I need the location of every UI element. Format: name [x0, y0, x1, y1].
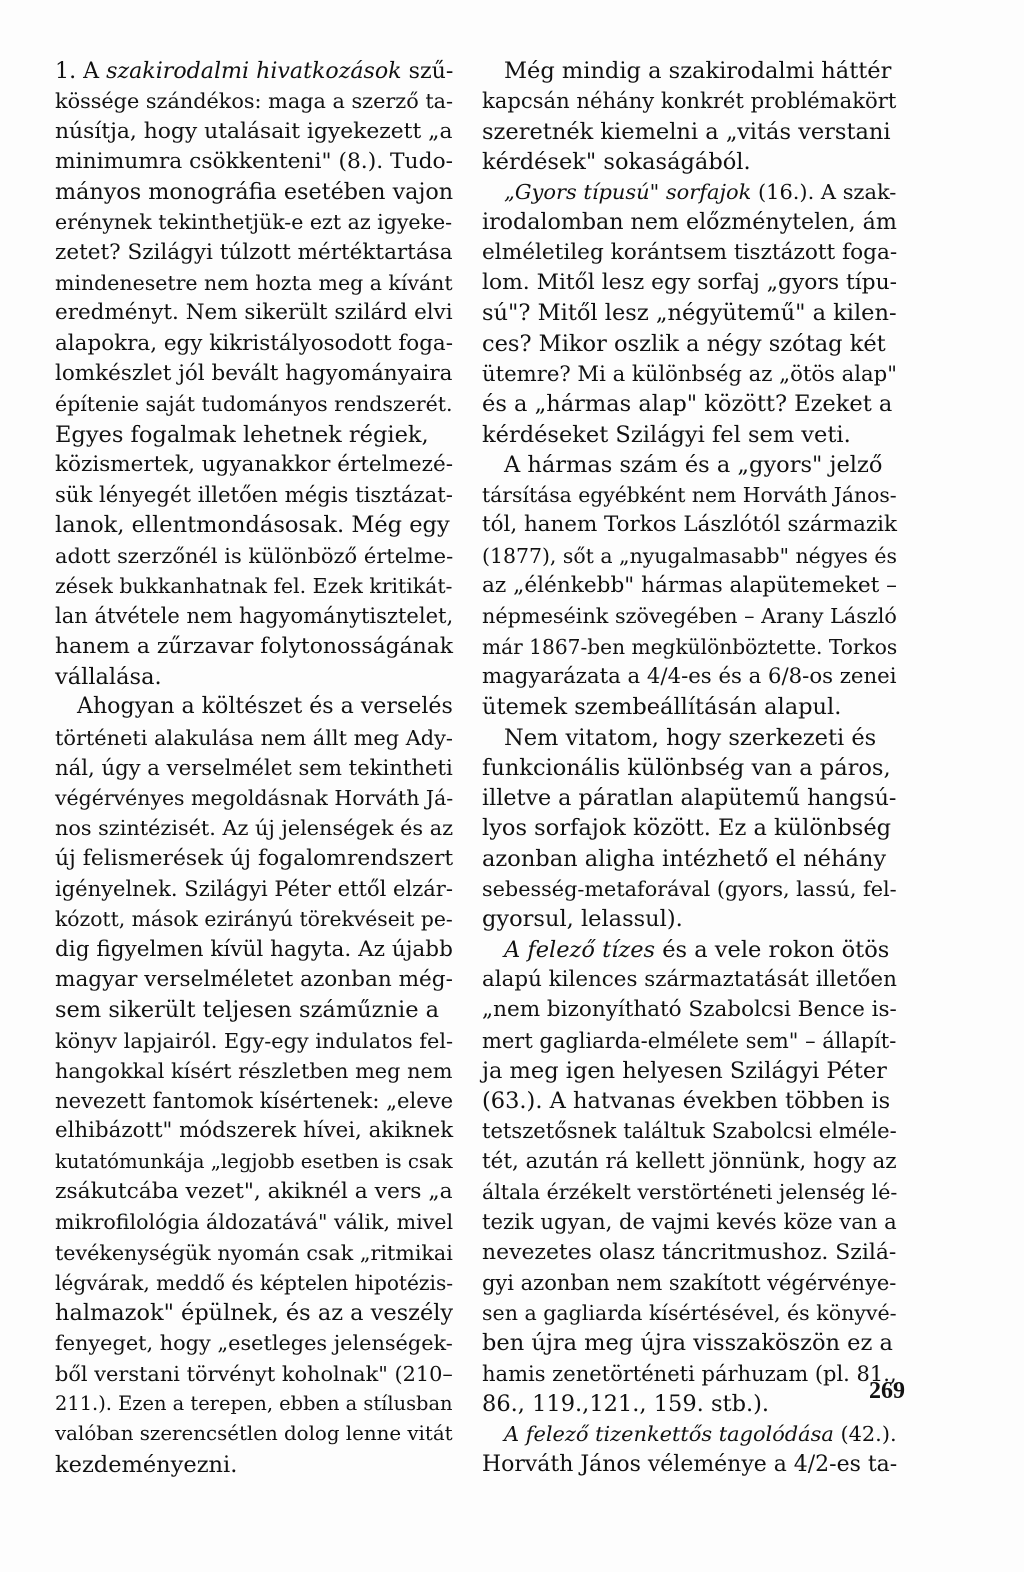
text-run: minimumra csökkenteni" (8.). Tudo-	[55, 148, 453, 174]
text-run: mert gagliarda-elmélete sem" – állapít-	[482, 1028, 897, 1053]
text-line	[55, 268, 453, 298]
text-run: nál, úgy a verselmélet sem tekintheti	[55, 754, 453, 780]
text-run: hamis zenetörténeti párhuzam (pl. 81.,	[482, 1360, 897, 1386]
text-line	[55, 1268, 453, 1298]
text-run: nos szintézisét. Az új jelenségek és az	[55, 816, 454, 841]
text-run: sük lényegét illetően mégis tisztázat-	[55, 482, 453, 508]
text-line	[55, 329, 453, 359]
text-line	[482, 329, 897, 359]
text-line	[482, 389, 897, 419]
text-line	[482, 298, 897, 328]
text-line	[55, 844, 453, 874]
text-run: kapcsán néhány konkrét problémakört	[482, 88, 897, 114]
text-line	[482, 753, 897, 783]
text-run: lyos sorfajok között. Ez a különbség	[482, 815, 892, 842]
text-run: magyarázata a 4/4-es és a 6/8-os zenei	[482, 663, 897, 689]
text-line	[55, 723, 453, 753]
text-run: tezik ugyan, de vajmi kevés köze van a	[482, 1209, 897, 1235]
text-line	[482, 1086, 897, 1116]
text-line	[482, 480, 897, 510]
text-run: általa érzékelt verstörténeti jelenség lé-	[482, 1179, 898, 1204]
text-line	[482, 1298, 897, 1328]
text-run: gyi azonban nem szakított végérvénye-	[482, 1270, 897, 1295]
text-run: ja meg igen helyesen Szilágyi Péter	[482, 1057, 887, 1084]
text-line	[482, 1328, 897, 1358]
text-run: nevezetes olasz táncritmushoz. Szilá-	[482, 1239, 897, 1265]
text-line	[55, 298, 453, 328]
text-line	[55, 601, 453, 631]
text-run: Még mindig a szakirodalmi háttér	[504, 58, 892, 84]
text-line	[482, 1177, 897, 1207]
text-line	[482, 1268, 897, 1298]
text-line	[55, 1177, 453, 1207]
text-line	[55, 389, 453, 419]
text-run: Ahogyan a költészet és a verselés	[77, 694, 453, 720]
text-run: igényelnek. Szilágyi Péter ettől elzár-	[55, 876, 453, 902]
text-line	[55, 904, 453, 934]
text-line	[55, 1147, 453, 1177]
text-line	[482, 965, 897, 995]
text-run: sebesség-metaforával (gyors, lassú, fel-	[482, 877, 897, 902]
text-line	[482, 1419, 897, 1449]
text-line	[55, 56, 453, 86]
text-line	[55, 450, 453, 480]
text-line	[55, 965, 453, 995]
text-line	[55, 753, 453, 783]
text-run: kózott, mások ezirányú törekvéseit pe-	[55, 907, 453, 932]
text-line	[55, 935, 453, 965]
text-line	[55, 480, 453, 510]
text-line	[482, 268, 897, 298]
text-run: zetet? Szilágyi túlzott mértéktartása	[55, 239, 453, 265]
italic-text-run: A felező tizenkettős tagolódása	[504, 1422, 834, 1447]
text-run: ből verstani törvényt koholnak" (210–	[55, 1361, 453, 1386]
text-line	[482, 1238, 897, 1268]
text-line	[482, 1359, 897, 1389]
text-run: szeretnék kiemelni a „vitás verstani	[482, 118, 891, 145]
text-run: sem sikerült teljesen száműznie a	[55, 997, 440, 1024]
text-run: (16.). A szak-	[751, 180, 897, 205]
text-line	[482, 692, 897, 722]
text-run: már 1867-ben megkülönböztette. Torkos	[482, 634, 898, 659]
text-run: Nem vitatom, hogy szerkezeti és	[504, 724, 877, 751]
text-run: elméletileg korántsem tisztázott foga-	[482, 239, 898, 265]
text-run: szű-	[401, 58, 454, 84]
text-run: fenyeget, hogy „esetleges jelenségek-	[55, 1331, 453, 1356]
text-line	[482, 86, 897, 116]
text-run: 211.). Ezen a terepen, ebben a stílusban	[55, 1392, 453, 1416]
text-run: dig figyelmen kívül hagyta. Az újabb	[55, 936, 453, 962]
text-run: építenie saját tudományos rendszerét.	[55, 392, 453, 417]
text-run: légvárak, meddő és képtelen hipotézis-	[55, 1270, 454, 1295]
text-line	[482, 723, 897, 753]
text-line	[55, 874, 453, 904]
text-run: irodalomban nem előzménytelen, ám	[482, 209, 897, 236]
text-line	[482, 1450, 897, 1480]
text-run: kössége szándékos: maga a szerző ta-	[55, 89, 454, 114]
text-run: lom. Mitől lesz egy sorfaj „gyors típu-	[482, 270, 898, 296]
text-run: társítása egyébként nem Horváth János-	[482, 483, 897, 508]
text-run: mányos monográfia esetében vajon	[55, 179, 454, 206]
text-line	[482, 874, 897, 904]
text-run: valóban szerencsétlen dolog lenne vitát	[55, 1422, 453, 1446]
text-run: (63.). A hatvanas években többen is	[482, 1088, 891, 1115]
text-run: adott szerzőnél is különböző értelme-	[55, 543, 454, 568]
text-line	[482, 238, 897, 268]
text-run: lanok, ellentmondásosak. Még egy	[55, 512, 450, 539]
page-number: 269	[869, 1378, 905, 1404]
text-line	[482, 601, 897, 631]
text-run: alapú kilences származtatását illetően	[482, 966, 897, 992]
text-line	[482, 632, 897, 662]
text-run: alapokra, egy kikristályosodott foga-	[55, 330, 453, 356]
text-line	[482, 783, 897, 813]
text-line	[55, 238, 453, 268]
text-line	[482, 1056, 897, 1086]
text-run: magyar verselméletet azonban még-	[55, 966, 453, 992]
text-run: zsákutcába vezet", akiknél a vers „a	[55, 1178, 453, 1204]
text-line	[55, 420, 453, 450]
text-line	[482, 904, 897, 934]
text-line	[55, 86, 453, 116]
text-run: eredményt. Nem sikerült szilárd elvi	[55, 300, 453, 326]
text-line	[482, 662, 897, 692]
text-line	[482, 541, 897, 571]
text-run: 86., 119.,121., 159. stb.).	[482, 1391, 770, 1418]
text-run: zések bukkanhatnak fel. Ezek kritikát-	[55, 574, 453, 599]
text-run: kutatómunkája „legjobb esetben is csak	[55, 1149, 453, 1173]
text-line	[55, 1207, 453, 1237]
text-line	[55, 1026, 453, 1056]
text-run: tól, hanem Torkos Lászlótól származik	[482, 512, 897, 538]
text-line	[482, 1389, 897, 1419]
text-run: ütemek szembeállításán alapul.	[482, 694, 842, 721]
text-line	[482, 1207, 897, 1237]
text-line	[482, 359, 897, 389]
text-run: történeti alakulása nem állt meg Ady-	[55, 725, 453, 750]
text-line	[482, 813, 897, 843]
text-line	[55, 1359, 453, 1389]
text-line	[55, 147, 453, 177]
text-run: elhibázott" módszerek hívei, akiknek	[55, 1118, 454, 1144]
text-run: A hármas szám és a „gyors" jelző	[504, 451, 883, 478]
text-run: tetszetősnek találtuk Szabolcsi elméle-	[482, 1118, 897, 1144]
text-run: núsítja, hogy utalásait igyekezett „a	[55, 118, 453, 144]
text-run: gyorsul, lelassul).	[482, 906, 683, 933]
text-line	[55, 662, 453, 692]
right-text-column	[482, 56, 897, 1480]
text-run: könyv lapjairól. Egy-egy indulatos fel-	[55, 1028, 454, 1053]
text-run: és a vele rokon ötös	[655, 936, 890, 963]
text-run: hangokkal kísért részletben meg nem	[55, 1058, 453, 1083]
text-line	[55, 1086, 453, 1116]
text-line	[482, 450, 897, 480]
text-run: és a „hármas alap" között? Ezeket a	[482, 391, 893, 418]
text-run: „nem bizonyítható Szabolcsi Bence is-	[482, 997, 897, 1023]
text-run: erénynek tekinthetjük-e ezt az igyeke-	[55, 210, 453, 235]
text-run: új felismerések új fogalomrendszert	[55, 845, 454, 871]
text-run: népmeséink szövegében – Arany László	[482, 604, 897, 629]
text-run: 1. A	[55, 58, 107, 84]
italic-text-run: A felező tízes	[504, 936, 656, 963]
text-run: Horváth János véleménye a 4/2-es ta-	[482, 1451, 898, 1477]
text-run: (42.).	[833, 1422, 897, 1447]
text-line	[482, 177, 897, 207]
text-line	[55, 117, 453, 147]
text-line	[55, 571, 453, 601]
text-line	[55, 1056, 453, 1086]
text-line	[482, 420, 897, 450]
text-run: sen a gagliarda kísértésével, és könyvé-	[482, 1301, 897, 1326]
text-run: halmazok" épülnek, és az a veszély	[55, 1300, 454, 1327]
text-run: lomkészlet jól bevált hagyományaira	[55, 360, 453, 386]
text-line	[482, 56, 897, 86]
text-line	[55, 359, 453, 389]
italic-text-run: „Gyors típusú" sorfajok	[504, 180, 752, 205]
text-line	[482, 571, 897, 601]
text-run: ütemre? Mi a különbség az „ötös alap"	[482, 360, 897, 386]
text-line	[55, 1328, 453, 1358]
text-run: mindenesetre nem hozta meg a kívánt	[55, 271, 453, 296]
text-line	[55, 207, 453, 237]
text-run: mikrofilológia áldozatává" válik, mivel	[55, 1210, 454, 1235]
text-line	[482, 1147, 897, 1177]
text-line	[482, 510, 897, 540]
text-line	[55, 1450, 453, 1480]
text-line	[482, 1026, 897, 1056]
text-line	[482, 995, 897, 1025]
text-run: közismertek, ugyanakkor értelmezé-	[55, 451, 453, 477]
left-text-column	[55, 56, 453, 1480]
text-run: hanem a zűrzavar folytonosságának	[55, 633, 454, 659]
text-line	[55, 632, 453, 662]
text-line	[55, 783, 453, 813]
text-run: ces? Mikor oszlik a négy szótag két	[482, 330, 886, 357]
text-run: funkcionális különbség van a páros,	[482, 754, 891, 781]
text-line	[482, 844, 897, 874]
text-run: nevezett fantomok kísértenek: „eleve	[55, 1088, 454, 1114]
text-line	[482, 117, 897, 147]
text-run: (1877), sőt a „nyugalmasabb" négyes és	[482, 543, 897, 568]
text-run: azonban aligha intézhető el néhány	[482, 845, 887, 872]
text-line	[55, 692, 453, 722]
text-run: kérdéseket Szilágyi fel sem veti.	[482, 421, 851, 448]
text-run: ben újra meg újra visszaköszön ez a	[482, 1330, 893, 1357]
text-run: kezdeményezni.	[55, 1451, 238, 1478]
text-line	[55, 1419, 453, 1449]
italic-text-run: szakirodalmi hivatkozások	[106, 58, 402, 84]
text-line	[55, 1238, 453, 1268]
text-run: vállalása.	[55, 663, 162, 690]
text-run: tevékenységük nyomán csak „ritmikai	[55, 1240, 453, 1265]
text-line	[482, 207, 897, 237]
text-run: lan átvétele nem hagyománytisztelet,	[55, 603, 454, 629]
text-line	[55, 995, 453, 1025]
text-line	[55, 813, 453, 843]
text-run: kérdések" sokaságából.	[482, 148, 751, 175]
text-run: sú"? Mitől lesz „négyütemű" a kilen-	[482, 300, 897, 327]
text-run: illetve a páratlan alapütemű hangsú-	[482, 785, 897, 812]
text-line	[55, 177, 453, 207]
text-run: tét, azután rá kellett jönnünk, hogy az	[482, 1148, 897, 1174]
text-run: végérvényes megoldásnak Horváth Já-	[55, 786, 454, 811]
text-line	[55, 1116, 453, 1146]
text-line	[55, 1298, 453, 1328]
text-line	[482, 1116, 897, 1146]
text-line	[482, 935, 897, 965]
text-run: az „élénkebb" hármas alapütemeket –	[482, 573, 897, 599]
text-run: Egyes fogalmak lehetnek régiek,	[55, 421, 429, 448]
text-line	[55, 1389, 453, 1419]
text-line	[482, 147, 897, 177]
text-line	[55, 541, 453, 571]
text-line	[55, 510, 453, 540]
